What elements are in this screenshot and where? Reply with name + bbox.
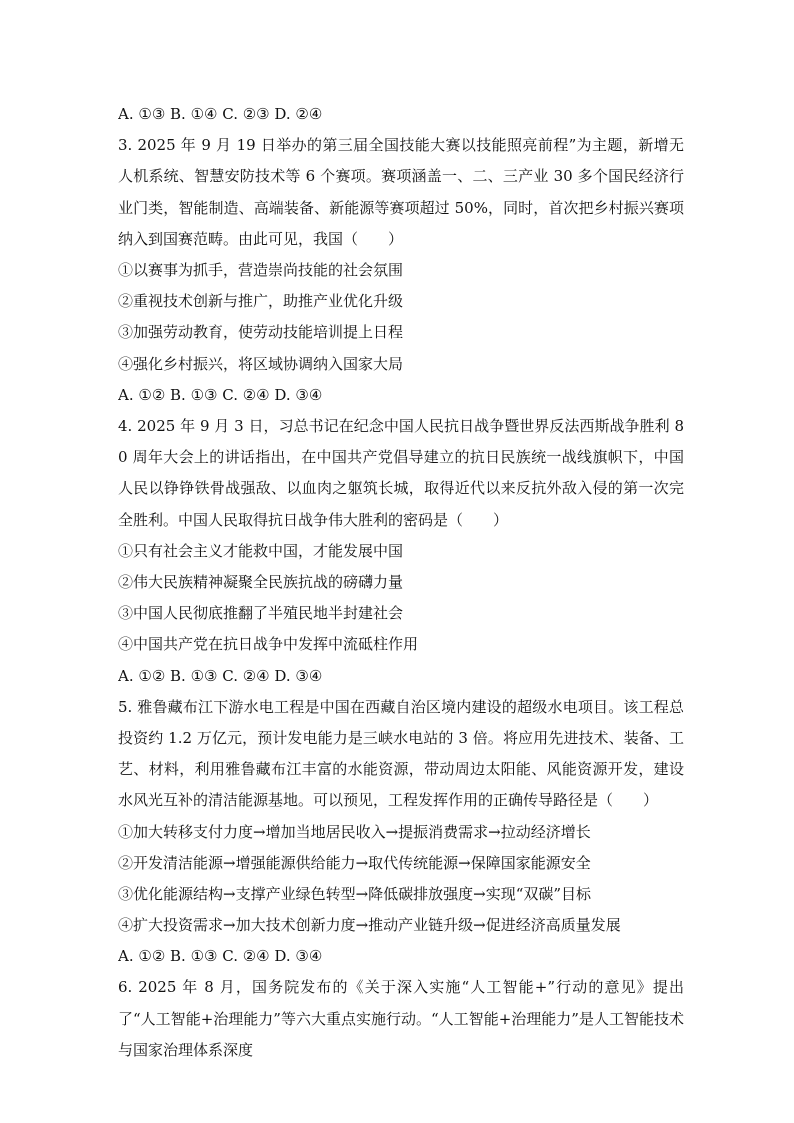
q5-answer-choices: A. ①② B. ①③ C. ②④ D. ③④	[118, 947, 323, 966]
q4-option-2: ②伟大民族精神凝聚全民族抗战的磅礴力量	[118, 572, 404, 591]
q3-option-1: ①以赛事为抓手，营造崇尚技能的社会氛围	[118, 261, 404, 279]
q2-answer-choices: A. ①③ B. ①④ C. ②③ D. ②④	[118, 105, 323, 123]
q5-option-2: ②开发清洁能源→增强能源供给能力→取代传统能源→保障国家能源安全	[118, 853, 591, 872]
q5-option-1: ①加大转移支付力度→增加当地居民收入→提振消费需求→拉动经济增长	[118, 822, 591, 841]
question-5	[118, 692, 684, 973]
q4-answer-choices: A. ①② B. ①③ C. ②④ D. ③④	[118, 666, 323, 685]
q5-option-3: ③优化能源结构→支撑产业绿色转型→降低碳排放强度→实现“双碳”目标	[118, 884, 592, 903]
q3-option-3: ③加强劳动教育，使劳动技能培训提上日程	[118, 323, 404, 342]
q3-option-4: ④强化乡村振兴，将区域协调纳入国家大局	[118, 354, 404, 373]
q5-option-4: ④扩大投资需求→加大技术创新力度→推动产业链升级→促进经济高质量发展	[118, 916, 621, 935]
q3-option-2: ②重视技术创新与推广，助推产业优化升级	[118, 292, 404, 311]
q3-answer-choices: A. ①② B. ①③ C. ②④ D. ③④	[118, 385, 323, 404]
exam-page	[118, 99, 684, 1066]
q4-option-1: ①只有社会主义才能救中国，才能发展中国	[118, 541, 404, 560]
question-3	[118, 130, 684, 411]
q4-option-4: ④中国共产党在抗日战争中发挥中流砥柱作用	[118, 635, 419, 654]
question-4	[118, 411, 684, 692]
q3-stem: 3. 2025 年 9 月 19 日举办的第三届全国技能大赛以技能照亮前程”为主题，新增无人机系统、智慧安防技术等 6 个赛项。赛项涵盖一、二、三产业 30 多个国民经济行业门类，智能制造、高端装备、新能源等赛项超过 50%，同时，首次把乡村振兴赛项纳入到国赛范畴。由此可见，我国（ ）	[118, 136, 684, 248]
q6-stem: 6. 2025 年 8 月，国务院发布的《关于深入实施“人工智能+”行动的意见》提出了“人工智能+治理能力”等六大重点实施行动。“人工智能+治理能力”是人工智能技术与国家治理体系深度	[118, 978, 684, 1059]
q4-option-3: ③中国人民彻底推翻了半殖民地半封建社会	[118, 604, 404, 623]
q4-stem: 4. 2025 年 9 月 3 日，习总书记在纪念中国人民抗日战争暨世界反法西斯战争胜利 80 周年大会上的讲话指出，在中国共产党倡导建立的抗日民族统一战线旗帜下，中国人民以铮铮铁骨战强敌、以血肉之躯筑长城，取得近代以来反抗外敌入侵的第一次完全胜利。中国人民取得抗日战争伟大胜利的密码是（ ）	[118, 416, 684, 529]
q5-stem: 5. 雅鲁藏布江下游水电工程是中国在西藏自治区境内建设的超级水电项目。该工程总投资约 1.2 万亿元，预计发电能力是三峡水电站的 3 倍。将应用先进技术、装备、工艺、材料，利用雅鲁藏布江丰富的水能资源，带动周边太阳能、风能资源开发，建设水风光互补的清洁能源基地。可以预见，工程发挥作用的正确传导路径是（ ）	[118, 697, 684, 810]
question-6	[118, 972, 684, 1066]
